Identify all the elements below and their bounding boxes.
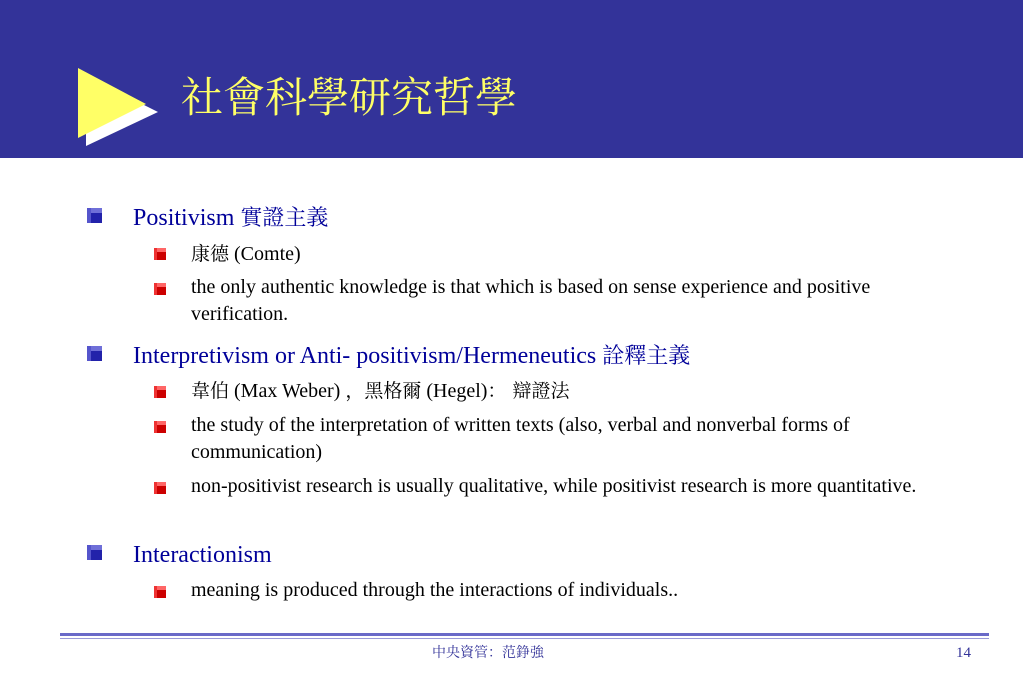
bullet-positivism: Positivism 實證主義 (133, 205, 329, 231)
slide-title: 社會科學研究哲學 (181, 73, 518, 122)
red-square-bullet-icon (154, 586, 166, 598)
red-square-bullet-icon (154, 248, 166, 260)
blue-square-bullet-icon (87, 545, 102, 560)
footer-divider (60, 633, 989, 636)
title-banner (0, 0, 1023, 158)
sub-bullet-comte: 康德 (Comte) (191, 243, 301, 265)
red-square-bullet-icon (154, 283, 166, 295)
bullet-interpretivism: Interpretivism or Anti- positivism/Hermeneutics 詮釋主義 (133, 343, 691, 369)
page-number: 14 (956, 645, 971, 661)
footer-text: 中央資管：范錚強 (432, 645, 544, 661)
play-arrow-icon (76, 66, 158, 146)
sub-bullet-meaning: meaning is produced through the interactions of individuals.. (191, 579, 679, 601)
blue-square-bullet-icon (87, 208, 102, 223)
red-square-bullet-icon (154, 421, 166, 433)
sub-bullet-weber-hegel: 韋伯 (Max Weber) ，黑格爾 (Hegel)： 辯證法 (191, 380, 570, 402)
sub-bullet-authentic-knowledge: the only authentic knowledge is that which is based on sense experience and positive verification. (191, 276, 871, 325)
footer-divider-thin (60, 638, 989, 639)
red-square-bullet-icon (154, 482, 166, 494)
bullet-interactionism: Interactionism (133, 542, 272, 568)
blue-square-bullet-icon (87, 346, 102, 361)
red-square-bullet-icon (154, 386, 166, 398)
sub-bullet-qualitative: non-positivist research is usually qualitative, while positivist research is more quantitative. (191, 475, 917, 497)
sub-bullet-written-texts: the study of the interpretation of written texts (also, verbal and nonverbal forms of communication) (191, 414, 850, 463)
